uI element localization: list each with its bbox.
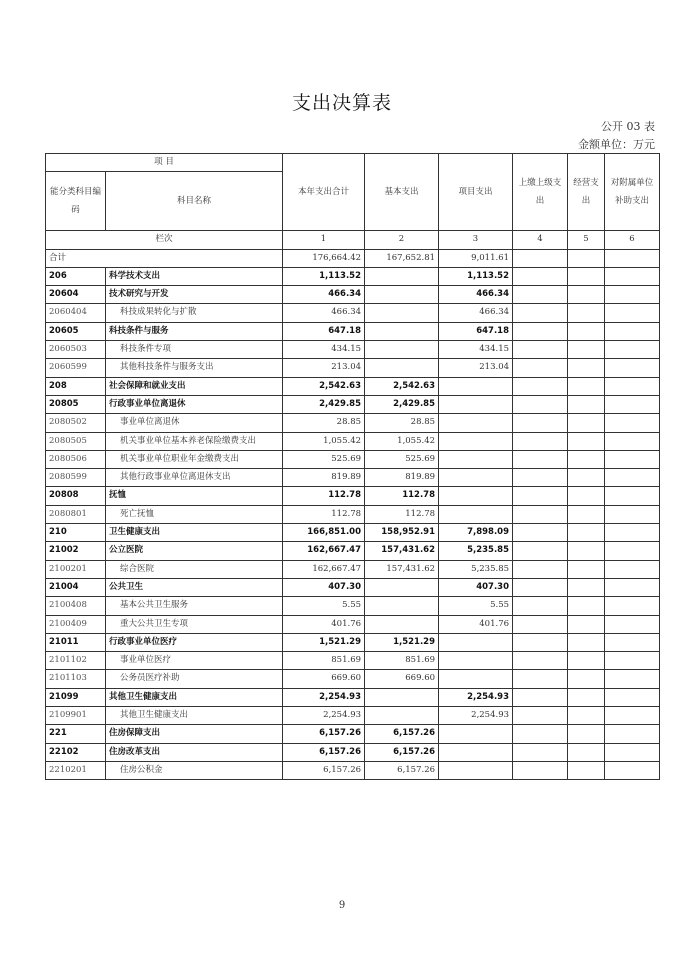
table-row [46,469,660,487]
row-operation [568,469,605,487]
row-subsidy [605,377,660,395]
row-operation [568,359,605,377]
row-basic: 112.78 [365,505,439,523]
row-basic: 158,952.91 [365,524,439,542]
row-project: 466.34 [439,304,513,322]
row-basic: 669.60 [365,670,439,688]
row-operation [568,341,605,359]
row-operation [568,377,605,395]
row-subsidy [605,578,660,596]
row-name: 科学技术支出 [106,267,283,285]
row-name: 机关事业单位基本养老保险缴费支出 [106,432,283,450]
row-upper [513,432,568,450]
row-code: 2210201 [46,761,106,779]
row-basic: 28.85 [365,414,439,432]
row-upper [513,633,568,651]
row-subsidy [605,633,660,651]
row-project [439,761,513,779]
row-name: 住房改革支出 [106,743,283,761]
row-upper [513,505,568,523]
row-project: 1,113.52 [439,267,513,285]
table-row [46,725,660,743]
row-code: 2080599 [46,469,106,487]
row-project [439,414,513,432]
row-operation [568,633,605,651]
order-2: 2 [365,231,439,249]
row-project: 5.55 [439,597,513,615]
row-code: 20808 [46,487,106,505]
row-project [439,395,513,413]
row-total: 28.85 [283,414,365,432]
total-amount: 176,664.42 [283,249,365,267]
table-row [46,432,660,450]
row-name: 其他科技条件与服务支出 [106,359,283,377]
row-total: 647.18 [283,322,365,340]
row-code: 2080506 [46,450,106,468]
row-upper [513,286,568,304]
row-name: 其他行政事业单位离退休支出 [106,469,283,487]
table-row [46,359,660,377]
row-subsidy [605,304,660,322]
row-subsidy [605,743,660,761]
page-number: 9 [338,900,346,911]
table-row [46,505,660,523]
row-operation [568,304,605,322]
row-subsidy [605,359,660,377]
row-project [439,487,513,505]
row-upper [513,524,568,542]
row-subsidy [605,597,660,615]
row-upper [513,304,568,322]
row-upper [513,414,568,432]
table-row [46,395,660,413]
row-name: 公共卫生 [106,578,283,596]
table-row [46,450,660,468]
row-basic [365,304,439,322]
row-name: 综合医院 [106,560,283,578]
row-total: 2,254.93 [283,688,365,706]
row-project: 2,254.93 [439,707,513,725]
row-operation [568,267,605,285]
row-basic [365,578,439,596]
row-upper [513,450,568,468]
table-row [46,761,660,779]
order-label: 栏次 [46,231,283,249]
row-operation [568,542,605,560]
row-project [439,377,513,395]
row-code: 20604 [46,286,106,304]
row-basic: 6,157.26 [365,725,439,743]
row-code: 2080801 [46,505,106,523]
table-row [46,633,660,651]
row-total: 213.04 [283,359,365,377]
form-code: 公开 03 表 [601,120,655,133]
table-row [46,414,660,432]
row-name: 其他卫生健康支出 [106,707,283,725]
row-upper [513,761,568,779]
row-operation [568,450,605,468]
table-row [46,524,660,542]
order-1: 1 [283,231,365,249]
row-code: 22102 [46,743,106,761]
table-row [46,322,660,340]
row-code: 2101103 [46,670,106,688]
row-total: 407.30 [283,578,365,596]
row-upper [513,487,568,505]
row-name: 住房公积金 [106,761,283,779]
row-name: 事业单位医疗 [106,652,283,670]
table-row [46,286,660,304]
row-upper [513,341,568,359]
row-subsidy [605,322,660,340]
row-upper [513,688,568,706]
row-total: 434.15 [283,341,365,359]
row-operation [568,286,605,304]
row-code: 2080502 [46,414,106,432]
row-subsidy [605,450,660,468]
table-row [46,743,660,761]
header-row-1 [46,154,660,172]
row-operation [568,432,605,450]
header-item: 项 目 [46,154,283,172]
row-total: 466.34 [283,304,365,322]
order-6: 6 [605,231,660,249]
row-operation [568,597,605,615]
table-row [46,688,660,706]
row-operation [568,560,605,578]
row-total: 6,157.26 [283,743,365,761]
row-name: 公立医院 [106,542,283,560]
row-operation [568,395,605,413]
row-operation [568,615,605,633]
table-row [46,652,660,670]
row-subsidy [605,505,660,523]
row-operation [568,578,605,596]
row-name: 基本公共卫生服务 [106,597,283,615]
row-project [439,505,513,523]
amount-unit: 金额单位：万元 [578,138,655,151]
row-code: 21004 [46,578,106,596]
header-upper: 上缴上级支出 [513,154,568,231]
total-subsidy [605,249,660,267]
row-basic [365,359,439,377]
row-project [439,670,513,688]
row-basic: 157,431.62 [365,560,439,578]
row-project [439,652,513,670]
row-basic [365,615,439,633]
row-subsidy [605,414,660,432]
row-project: 466.34 [439,286,513,304]
row-total: 401.76 [283,615,365,633]
row-code: 210 [46,524,106,542]
row-total: 1,521.29 [283,633,365,651]
row-total: 669.60 [283,670,365,688]
row-total: 6,157.26 [283,761,365,779]
table-row [46,615,660,633]
row-project [439,450,513,468]
table-row [46,597,660,615]
row-upper [513,267,568,285]
row-basic [365,322,439,340]
row-subsidy [605,469,660,487]
row-code: 206 [46,267,106,285]
row-subsidy [605,341,660,359]
row-operation [568,524,605,542]
row-upper [513,670,568,688]
order-row [46,231,660,249]
row-total: 851.69 [283,652,365,670]
row-project: 5,235.85 [439,560,513,578]
document-title: 支出决算表 [291,92,392,114]
row-subsidy [605,652,660,670]
table-row [46,377,660,395]
row-total: 1,055.42 [283,432,365,450]
row-operation [568,707,605,725]
row-upper [513,597,568,615]
row-basic [365,341,439,359]
row-project: 401.76 [439,615,513,633]
row-subsidy [605,615,660,633]
row-upper [513,743,568,761]
row-subsidy [605,761,660,779]
row-total: 166,851.00 [283,524,365,542]
row-operation [568,688,605,706]
header-project: 项目支出 [439,154,513,231]
row-basic: 112.78 [365,487,439,505]
row-basic [365,267,439,285]
row-subsidy [605,725,660,743]
row-basic [365,688,439,706]
row-code: 2100201 [46,560,106,578]
row-name: 住房保障支出 [106,725,283,743]
row-name: 卫生健康支出 [106,524,283,542]
header-total: 本年支出合计 [283,154,365,231]
row-total: 525.69 [283,450,365,468]
row-project: 647.18 [439,322,513,340]
total-basic: 167,652.81 [365,249,439,267]
table-row [46,542,660,560]
row-upper [513,469,568,487]
row-upper [513,395,568,413]
row-total: 5.55 [283,597,365,615]
header-code: 能分类科目编码 [46,172,106,231]
row-basic: 819.89 [365,469,439,487]
row-subsidy [605,670,660,688]
table-row [46,487,660,505]
row-total: 112.78 [283,505,365,523]
row-project [439,469,513,487]
expenditure-table [45,153,660,780]
row-code: 2060404 [46,304,106,322]
row-basic: 6,157.26 [365,743,439,761]
row-operation [568,670,605,688]
total-operation [568,249,605,267]
row-project [439,743,513,761]
row-total: 6,157.26 [283,725,365,743]
row-code: 2080505 [46,432,106,450]
row-basic [365,707,439,725]
row-name: 技术研究与开发 [106,286,283,304]
row-operation [568,505,605,523]
row-name: 机关事业单位职业年金缴费支出 [106,450,283,468]
row-upper [513,377,568,395]
row-basic: 6,157.26 [365,761,439,779]
total-label: 合计 [46,249,283,267]
row-project [439,633,513,651]
row-code: 2109901 [46,707,106,725]
row-basic: 2,542.63 [365,377,439,395]
row-project: 434.15 [439,341,513,359]
row-project: 213.04 [439,359,513,377]
table-row [46,267,660,285]
row-code: 2101102 [46,652,106,670]
row-name: 事业单位离退休 [106,414,283,432]
row-subsidy [605,542,660,560]
table-row [46,304,660,322]
row-project [439,432,513,450]
row-basic: 1,521.29 [365,633,439,651]
row-code: 21099 [46,688,106,706]
row-project: 7,898.09 [439,524,513,542]
table-row [46,707,660,725]
table-row [46,670,660,688]
row-subsidy [605,487,660,505]
total-project: 9,011.61 [439,249,513,267]
row-operation [568,322,605,340]
row-name: 科技条件专项 [106,341,283,359]
row-operation [568,414,605,432]
row-name: 重大公共卫生专项 [106,615,283,633]
row-name: 死亡抚恤 [106,505,283,523]
table-row [46,341,660,359]
header-operation: 经营支出 [568,154,605,231]
row-basic: 851.69 [365,652,439,670]
row-basic [365,286,439,304]
row-basic [365,597,439,615]
row-basic: 157,431.62 [365,542,439,560]
row-basic: 2,429.85 [365,395,439,413]
row-total: 2,542.63 [283,377,365,395]
row-project: 407.30 [439,578,513,596]
row-subsidy [605,432,660,450]
row-project [439,725,513,743]
row-project: 2,254.93 [439,688,513,706]
row-subsidy [605,267,660,285]
header-basic: 基本支出 [365,154,439,231]
row-subsidy [605,688,660,706]
row-upper [513,578,568,596]
row-total: 819.89 [283,469,365,487]
row-code: 2100409 [46,615,106,633]
row-code: 2060599 [46,359,106,377]
total-row [46,249,660,267]
row-code: 21011 [46,633,106,651]
table-row [46,560,660,578]
row-upper [513,707,568,725]
row-subsidy [605,395,660,413]
row-name: 科技成果转化与扩散 [106,304,283,322]
row-basic: 525.69 [365,450,439,468]
row-code: 20605 [46,322,106,340]
row-total: 1,113.52 [283,267,365,285]
row-operation [568,743,605,761]
row-upper [513,725,568,743]
row-name: 社会保障和就业支出 [106,377,283,395]
row-total: 2,429.85 [283,395,365,413]
order-4: 4 [513,231,568,249]
row-total: 2,254.93 [283,707,365,725]
row-operation [568,761,605,779]
header-name: 科目名称 [106,172,283,231]
row-upper [513,542,568,560]
header-subsidy: 对附属单位补助支出 [605,154,660,231]
order-5: 5 [568,231,605,249]
row-total: 112.78 [283,487,365,505]
row-upper [513,322,568,340]
row-name: 科技条件与服务 [106,322,283,340]
row-name: 抚恤 [106,487,283,505]
row-subsidy [605,286,660,304]
row-total: 162,667.47 [283,542,365,560]
row-code: 221 [46,725,106,743]
row-name: 行政事业单位离退休 [106,395,283,413]
row-code: 208 [46,377,106,395]
table-row [46,578,660,596]
row-operation [568,725,605,743]
row-subsidy [605,524,660,542]
row-upper [513,359,568,377]
row-total: 162,667.47 [283,560,365,578]
row-operation [568,652,605,670]
row-basic: 1,055.42 [365,432,439,450]
total-upper [513,249,568,267]
order-3: 3 [439,231,513,249]
row-subsidy [605,560,660,578]
row-name: 其他卫生健康支出 [106,688,283,706]
row-operation [568,487,605,505]
row-upper [513,652,568,670]
row-code: 21002 [46,542,106,560]
row-code: 2060503 [46,341,106,359]
row-upper [513,560,568,578]
row-code: 20805 [46,395,106,413]
row-code: 2100408 [46,597,106,615]
row-upper [513,615,568,633]
row-project: 5,235.85 [439,542,513,560]
row-name: 行政事业单位医疗 [106,633,283,651]
row-total: 466.34 [283,286,365,304]
row-name: 公务员医疗补助 [106,670,283,688]
row-subsidy [605,707,660,725]
